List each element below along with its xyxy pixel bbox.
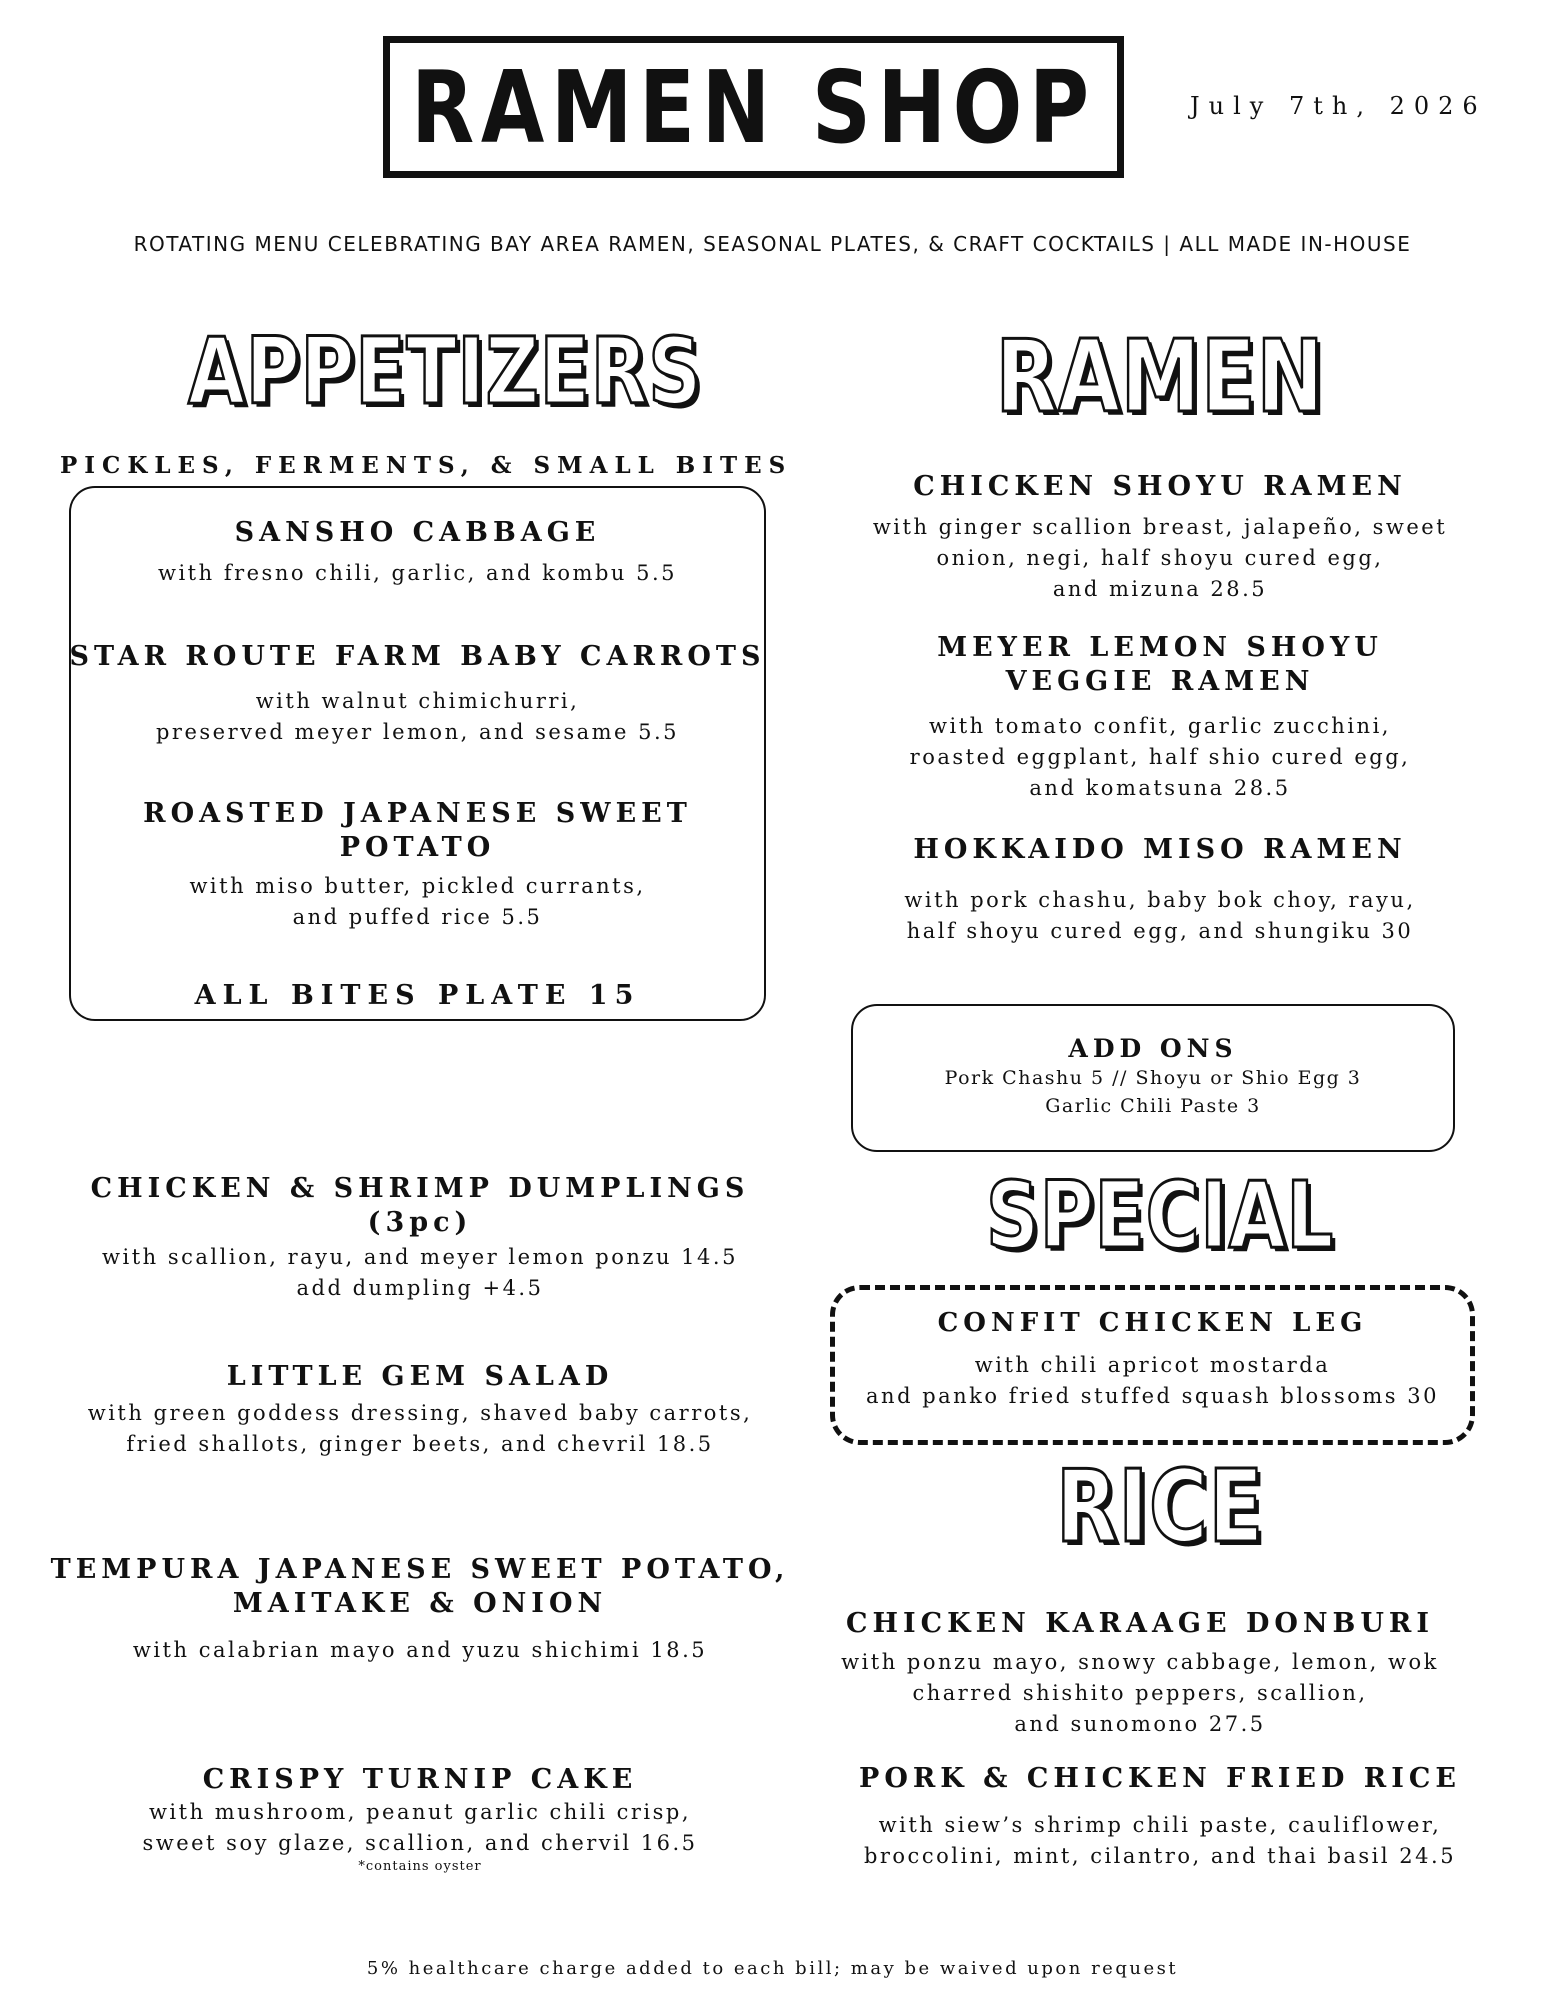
- item-description: and puffed rice 5.5: [292, 905, 543, 929]
- item-title: ALL BITES PLATE 15: [194, 980, 641, 1011]
- appetizers-subtitle: PICKLES, FERMENTS, & SMALL BITES: [60, 452, 793, 479]
- item-description: with fresno chili, garlic, and kombu 5.5: [157, 561, 677, 585]
- add-ons-line: Pork Chashu 5 // Shoyu or Shio Egg 3: [944, 1067, 1362, 1089]
- item-description: preserved meyer lemon, and sesame 5.5: [155, 720, 680, 744]
- item-description: sweet soy glaze, scallion, and chervil 16.5: [142, 1831, 698, 1855]
- item-title: CHICKEN SHOYU RAMEN: [913, 471, 1407, 502]
- menu-item: [830, 1762, 1490, 1872]
- item-description: with walnut chimichurri,: [255, 689, 580, 713]
- item-description: add dumpling +4.5: [296, 1276, 544, 1300]
- item-note: *contains oyster: [358, 1859, 482, 1874]
- item-description: with chili apricot mostarda: [974, 1353, 1331, 1377]
- ramen-heading-wrap: [870, 318, 1450, 435]
- appetizers-heading: APPETIZERS: [188, 318, 703, 425]
- tagline: ROTATING MENU CELEBRATING BAY AREA RAMEN, SEASONAL PLATES, & CRAFT COCKTAILS | ALL MADE IN-HOUSE: [133, 232, 1412, 256]
- menu-item: [850, 833, 1470, 947]
- item-description: half shoyu cured egg, and shungiku 30: [906, 919, 1414, 943]
- item-description: and mizuna 28.5: [1052, 577, 1268, 601]
- appetizers-heading-wrap: [130, 318, 710, 425]
- menu-item: [40, 1172, 800, 1304]
- all-bites-plate: [69, 979, 766, 1013]
- logo-text: RAMEN SHOP: [411, 48, 1096, 166]
- item-title: CHICKEN & SHRIMP DUMPLINGS (3pc): [90, 1173, 750, 1238]
- item-description: with ponzu mayo, snowy cabbage, lemon, wok: [841, 1650, 1439, 1674]
- item-title: CRISPY TURNIP CAKE: [202, 1764, 638, 1795]
- item-description: broccolini, mint, cilantro, and thai basil 24.5: [863, 1844, 1457, 1868]
- menu-item: [69, 797, 766, 933]
- menu-date: July 7th, 2026: [1190, 92, 1487, 120]
- item-description: with green goddess dressing, shaved baby carrots,: [87, 1401, 753, 1425]
- item-description: fried shallots, ginger beets, and chevril 18.5: [126, 1432, 714, 1456]
- item-title: SANSHO CABBAGE: [234, 517, 601, 548]
- item-description: and sunomono 27.5: [1014, 1712, 1266, 1736]
- item-description: with tomato confit, garlic zucchini,: [929, 714, 1391, 738]
- item-description: with siew’s shrimp chili paste, cauliflower,: [878, 1813, 1442, 1837]
- item-description: with scallion, rayu, and meyer lemon ponzu 14.5: [102, 1245, 738, 1269]
- item-title: MAITAKE & ONION: [232, 1588, 608, 1619]
- item-description: with pork chashu, baby bok choy, rayu,: [904, 888, 1416, 912]
- menu-item: [40, 1360, 800, 1460]
- item-description: and panko fried stuffed squash blossoms 30: [866, 1384, 1439, 1408]
- menu-item: [830, 1607, 1450, 1740]
- item-title: ROASTED JAPANESE SWEET POTATO: [143, 798, 692, 863]
- item-description: charred shishito peppers, scallion,: [912, 1681, 1368, 1705]
- item-title: MEYER LEMON SHOYU: [937, 632, 1383, 663]
- item-description: with ginger scallion breast, jalapeño, sweet: [872, 515, 1448, 539]
- menu-item: [850, 470, 1470, 605]
- add-ons-line: Garlic Chili Paste 3: [1045, 1095, 1261, 1117]
- item-title: PORK & CHICKEN FRIED RICE: [859, 1763, 1461, 1794]
- menu-item: [69, 640, 766, 748]
- item-title: STAR ROUTE FARM BABY CARROTS: [69, 641, 766, 672]
- menu-item: [69, 516, 766, 589]
- add-ons-title: ADD ONS: [1068, 1034, 1238, 1063]
- item-description: with calabrian mayo and yuzu shichimi 18.5: [132, 1638, 708, 1662]
- item-description: roasted eggplant, half shio cured egg,: [909, 745, 1411, 769]
- item-title: TEMPURA JAPANESE SWEET POTATO,: [50, 1554, 790, 1585]
- logo-box: [383, 36, 1124, 178]
- item-description: and komatsuna 28.5: [1029, 776, 1291, 800]
- add-ons-box: [851, 1004, 1455, 1152]
- item-title: LITTLE GEM SALAD: [226, 1361, 614, 1392]
- item-title: HOKKAIDO MISO RAMEN: [913, 834, 1407, 865]
- special-heading-wrap: [870, 1162, 1450, 1269]
- rice-heading-wrap: [870, 1448, 1450, 1565]
- item-title: CONFIT CHICKEN LEG: [937, 1308, 1368, 1338]
- ramen-heading: RAMEN: [995, 318, 1325, 435]
- footer-note: 5% healthcare charge added to each bill; may be waived upon request: [366, 1958, 1179, 1979]
- rice-heading: RICE: [1056, 1448, 1264, 1565]
- menu-item: [850, 631, 1470, 804]
- menu-item: [40, 1763, 800, 1874]
- menu-item: [40, 1553, 800, 1666]
- item-description: with miso butter, pickled currants,: [189, 874, 646, 898]
- item-description: with mushroom, peanut garlic chili crisp,: [148, 1800, 692, 1824]
- appetizers-subtitle-wrap: [60, 452, 793, 479]
- special-box: [830, 1285, 1475, 1445]
- special-heading: SPECIAL: [985, 1162, 1335, 1269]
- item-description: onion, negi, half shoyu cured egg,: [936, 546, 1384, 570]
- item-title: VEGGIE RAMEN: [1005, 666, 1315, 697]
- item-title: CHICKEN KARAAGE DONBURI: [846, 1608, 1434, 1639]
